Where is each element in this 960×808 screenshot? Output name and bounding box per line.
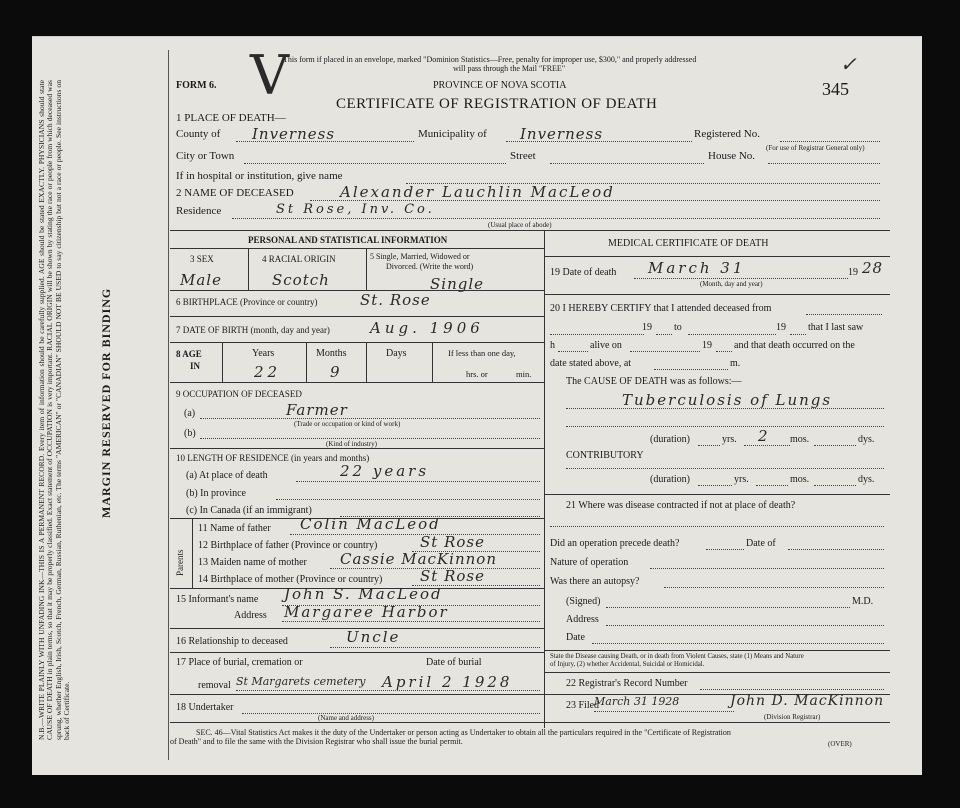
abode-note: (Usual place of abode)	[488, 221, 552, 229]
filed-label: 23 Filed	[566, 700, 600, 711]
residence-length-label: 10 LENGTH OF RESIDENCE (in years and months)	[176, 453, 370, 463]
year-19-b: 19	[776, 322, 786, 333]
in-canada-label: (c) In Canada (if an immigrant)	[186, 505, 312, 516]
violent-note-2: of Injury, (2) whether Accidental, Suicidal or Homicidal.	[550, 661, 705, 668]
year-19-c: 19	[702, 340, 712, 351]
duration2-dys-line	[814, 485, 856, 486]
relationship-value: Uncle	[346, 628, 401, 646]
attended-line-1	[550, 334, 644, 335]
occ-a-value: Farmer	[286, 401, 348, 419]
registered-label: Registered No.	[694, 128, 760, 140]
undertaker-line	[242, 713, 540, 714]
certify-label: 20 I HEREBY CERTIFY that I attended deceased from	[550, 303, 772, 314]
dys-label: dys.	[858, 434, 875, 445]
burial-date-label: Date of burial	[426, 657, 482, 668]
mos2-label: mos.	[790, 474, 810, 485]
envelope-note-2: will pass through the Mail "FREE"	[453, 64, 566, 73]
contracted-line	[550, 526, 884, 527]
father-birth-label: 12 Birthplace of father (Province or country)	[198, 540, 378, 551]
street-label: Street	[510, 150, 536, 162]
attended-line-3	[688, 334, 776, 335]
race-label: 4 RACIAL ORIGIN	[262, 254, 336, 264]
row-rule-10	[170, 694, 544, 695]
yrs2-label: yrs.	[734, 474, 749, 485]
occ-a-line	[200, 418, 540, 419]
undertaker-label: 18 Undertaker	[176, 702, 234, 713]
personal-heading-rule	[170, 248, 544, 249]
occupation-label: 9 OCCUPATION OF DECEASED	[176, 389, 302, 399]
row-rule-2	[170, 316, 544, 317]
informant-label: 15 Informant's name	[176, 594, 259, 605]
age-divider-1	[222, 342, 223, 382]
division-note: (Division Registrar)	[764, 713, 821, 721]
operation-line	[706, 549, 744, 550]
sex-label: 3 SEX	[190, 254, 214, 264]
death-date-note: (Month, day and year)	[700, 280, 763, 288]
med-date-label: Date	[566, 632, 585, 643]
personal-heading: PERSONAL AND STATISTICAL INFORMATION	[248, 235, 448, 245]
dob-value: Aug. 1906	[370, 319, 484, 337]
duration2-label: (duration)	[650, 474, 690, 485]
h-line	[558, 351, 588, 352]
marital-label-1: 5 Single, Married, Widowed or	[370, 252, 470, 261]
med-address-line	[606, 625, 884, 626]
house-label: House No.	[708, 150, 756, 162]
duration-yrs-line	[698, 445, 720, 446]
age-label-1: 8 AGE	[176, 349, 202, 359]
dys2-label: dys.	[858, 474, 875, 485]
envelope-note-1: This form if placed in an envelope, marked "Dominion Statistics—Free, penalty for improper use, $300," and properly addressed	[283, 55, 697, 64]
informant-address-label: Address	[234, 610, 267, 621]
months-label: Months	[316, 348, 347, 359]
checkmark-icon: ✓	[840, 52, 858, 76]
mos-label: mos.	[790, 434, 810, 445]
death-occurred-label: and that death occurred on the	[734, 340, 855, 351]
municipality-value: Inverness	[520, 125, 604, 143]
attended-line-2	[656, 334, 672, 335]
table-divider	[544, 230, 545, 728]
registrar-signature: John D. MacKinnon	[730, 693, 885, 709]
autopsy-line	[664, 587, 884, 588]
race-value: Scotch	[272, 271, 330, 289]
race-marital-divider	[366, 248, 367, 290]
registrar-note: (For use of Registrar General only)	[766, 144, 865, 152]
attended-line-4	[790, 334, 806, 335]
row-rule-4	[170, 382, 544, 383]
m-label: m.	[730, 358, 741, 369]
death-year-prefix: 19	[848, 267, 858, 278]
filed-value: March 31 1928	[594, 695, 680, 708]
mother-value: Cassie MacKinnon	[340, 550, 497, 568]
place-of-death-label: 1 PLACE OF DEATH—	[176, 112, 286, 124]
row-rule-3	[170, 342, 544, 343]
informant-address-line	[282, 621, 540, 622]
alive-line	[630, 351, 700, 352]
burial-value: St Margarets cemetery	[236, 675, 366, 688]
burial-label-1: 17 Place of burial, cremation or	[176, 657, 303, 668]
death-date-line	[634, 278, 848, 279]
signed-line	[606, 607, 850, 608]
dob-label: 7 DATE OF BIRTH (month, day and year)	[176, 325, 330, 335]
duration2-mos-line	[756, 485, 788, 486]
relationship-label: 16 Relationship to deceased	[176, 636, 288, 647]
contributory-label: CONTRIBUTORY	[566, 450, 644, 461]
marital-value: Single	[430, 275, 485, 293]
parents-divider	[192, 518, 193, 588]
in-province-label: (b) In province	[186, 488, 246, 499]
death-date-label: 19 Date of death	[550, 267, 617, 278]
death-year-value: 28	[862, 259, 884, 277]
document-title: CERTIFICATE OF REGISTRATION OF DEATH	[336, 96, 658, 112]
footer-over: (OVER)	[828, 740, 852, 748]
sex-race-divider	[248, 248, 249, 290]
margin-instructions-block	[38, 80, 150, 740]
marital-label-2: Divorced. (Write the word)	[386, 262, 474, 271]
contracted-label: 21 Where was disease contracted if not at place of death?	[566, 500, 796, 511]
nature-label: Nature of operation	[550, 557, 629, 568]
operation-label: Did an operation precede death?	[550, 538, 680, 549]
record-label: 22 Registrar's Record Number	[566, 678, 688, 689]
at-place-line	[296, 481, 540, 482]
less-day-label: If less than one day,	[448, 348, 516, 358]
relationship-line	[330, 647, 540, 648]
sex-value: Male	[180, 271, 222, 289]
cause-line-2	[566, 426, 884, 427]
occ-b-line	[200, 438, 540, 439]
binding-line	[168, 50, 169, 760]
medical-heading: MEDICAL CERTIFICATE OF DEATH	[608, 238, 769, 249]
age-label-2: IN	[190, 361, 201, 371]
days-label: Days	[386, 348, 407, 359]
nature-line	[650, 568, 884, 569]
burial-label-2: removal	[198, 680, 231, 691]
date-of-label: Date of	[746, 538, 776, 549]
years-label: Years	[252, 348, 275, 359]
burial-date-value: April 2 1928	[382, 673, 513, 691]
md-label: M.D.	[852, 596, 874, 607]
yrs-label: yrs.	[722, 434, 737, 445]
alive-on-label: alive on	[590, 340, 622, 351]
mother-label: 13 Maiden name of mother	[198, 557, 307, 568]
house-line	[768, 163, 880, 164]
birthplace-label: 6 BIRTHPLACE (Province or country)	[176, 297, 318, 307]
contributory-line	[566, 468, 884, 469]
autopsy-label: Was there an autopsy?	[550, 576, 640, 587]
footer-line-1: SEC. 46—Vital Statistics Act makes it the duty of the Undertaker or person acting as Undertaker to obtain all the particulars required in the "Certificate of Registration	[196, 728, 731, 737]
birthplace-value: St. Rose	[360, 291, 431, 309]
med-date-line	[592, 643, 884, 644]
row-rule-9	[170, 652, 544, 653]
parents-label: Parents	[175, 549, 185, 576]
deceased-name-label: 2 NAME OF DECEASED	[176, 187, 294, 199]
residence-line	[232, 218, 880, 219]
medical-rule-1	[544, 294, 890, 295]
margin-instructions: N.B.—WRITE PLAINLY WITH UNFADING INK—THIS IS A PERMANENT RECORD. Every item of information should be carefully supplied. AGE should be stated EXACTLY. PHYSICIANS should state CAUSE OF DEATH in plain terms, so that it may be properly classified. Exact statement of OCCUPATION is very important. RACIAL ORIGIN will be shown by stating the race or people from which deceased was sprung, whether English, Irish, Scotch, French, German, Russian, Ruthenian, etc. The terms "AMERICAN" or "CANADIAN" SHOULD NOT BE USED to say citizenship but not a race or people. See instructions on back of Certificate.	[37, 80, 72, 740]
h-label: h	[550, 340, 555, 351]
violent-note-1: State the Disease causing Death, or in death from Violent Causes, state (1) Means and Nature	[550, 653, 804, 660]
hrs-label: hrs. or	[466, 369, 488, 379]
father-label: 11 Name of father	[198, 523, 271, 534]
last-saw-label: that I last saw	[808, 322, 864, 333]
table-bottom-border	[170, 722, 890, 723]
death-date-value: March 31	[648, 259, 746, 277]
signed-label: (Signed)	[566, 596, 601, 607]
medical-rule-2	[544, 494, 890, 495]
years-value: 22	[254, 363, 282, 381]
row-rule-1	[170, 290, 544, 291]
at-place-label: (a) At place of death	[186, 470, 268, 481]
municipality-label: Municipality of	[418, 128, 487, 140]
cause-value: Tuberculosis of Lungs	[622, 391, 833, 409]
cause-label: The CAUSE OF DEATH was as follows:—	[566, 376, 742, 387]
county-value: Inverness	[252, 125, 336, 143]
med-address-label: Address	[566, 614, 599, 625]
row-rule-5	[170, 448, 544, 449]
mother-birth-value: St Rose	[420, 567, 485, 585]
medical-heading-rule	[544, 256, 890, 257]
mother-birth-label: 14 Birthplace of mother (Province or country)	[198, 574, 383, 585]
undertaker-note: (Name and address)	[318, 714, 374, 722]
record-line	[700, 689, 884, 690]
residence-value: St Rose, Inv. Co.	[276, 202, 435, 217]
months-value: 9	[330, 363, 341, 381]
duration-mos-line	[744, 445, 790, 446]
date-stated-line	[654, 369, 728, 370]
informant-address-value: Margaree Harbor	[284, 603, 449, 621]
duration-label: (duration)	[650, 434, 690, 445]
residence-label: Residence	[176, 205, 222, 217]
registered-line	[780, 141, 880, 142]
city-label: City or Town	[176, 150, 235, 162]
at-place-value: 22 years	[340, 462, 430, 480]
father-line	[290, 534, 540, 535]
in-province-line	[276, 499, 540, 500]
occ-a-label: (a)	[184, 408, 196, 419]
footer-line-2: of Death" and to file the same with the Division Registrar who shall issue the burial permit.	[170, 737, 463, 746]
min-label: min.	[516, 369, 532, 379]
county-label: County of	[176, 128, 221, 140]
father-birth-value: St Rose	[420, 533, 485, 551]
occ-b-label: (b)	[184, 428, 196, 439]
duration2-yrs-line	[698, 485, 732, 486]
age-divider-2	[306, 342, 307, 382]
certify-line	[806, 314, 882, 315]
duration-dys-line	[814, 445, 856, 446]
city-line	[244, 163, 506, 164]
table-top-border	[170, 230, 890, 231]
medical-rule-3	[544, 650, 890, 651]
year-19-a: 19	[642, 322, 652, 333]
date-of-line	[788, 549, 884, 550]
margin-reserved-label: MARGIN RESERVED FOR BINDING	[99, 287, 113, 518]
filed-line	[594, 711, 734, 712]
duration-value: 2	[758, 427, 769, 445]
father-value: Colin MacLeod	[300, 515, 441, 533]
certificate-number: 345	[822, 79, 849, 99]
street-line	[550, 163, 704, 164]
informant-value: John S. MacLeod	[284, 585, 443, 603]
occ-a-note: (Trade or occupation or kind of work)	[294, 420, 401, 428]
alive-year-line	[716, 351, 732, 352]
age-divider-4	[432, 342, 433, 382]
medical-rule-4	[544, 672, 890, 673]
age-divider-3	[366, 342, 367, 382]
hospital-label: If in hospital or institution, give name	[176, 170, 343, 182]
date-stated-label: date stated above, at	[550, 358, 632, 369]
deceased-name-value: Alexander Lauchlin MacLeod	[340, 183, 615, 201]
occ-b-note: (Kind of industry)	[326, 440, 377, 448]
form-number: FORM 6.	[176, 80, 217, 91]
to-label: to	[674, 322, 682, 333]
province-label: PROVINCE OF NOVA SCOTIA	[433, 80, 567, 91]
check-v-mark-icon: V	[250, 44, 290, 107]
